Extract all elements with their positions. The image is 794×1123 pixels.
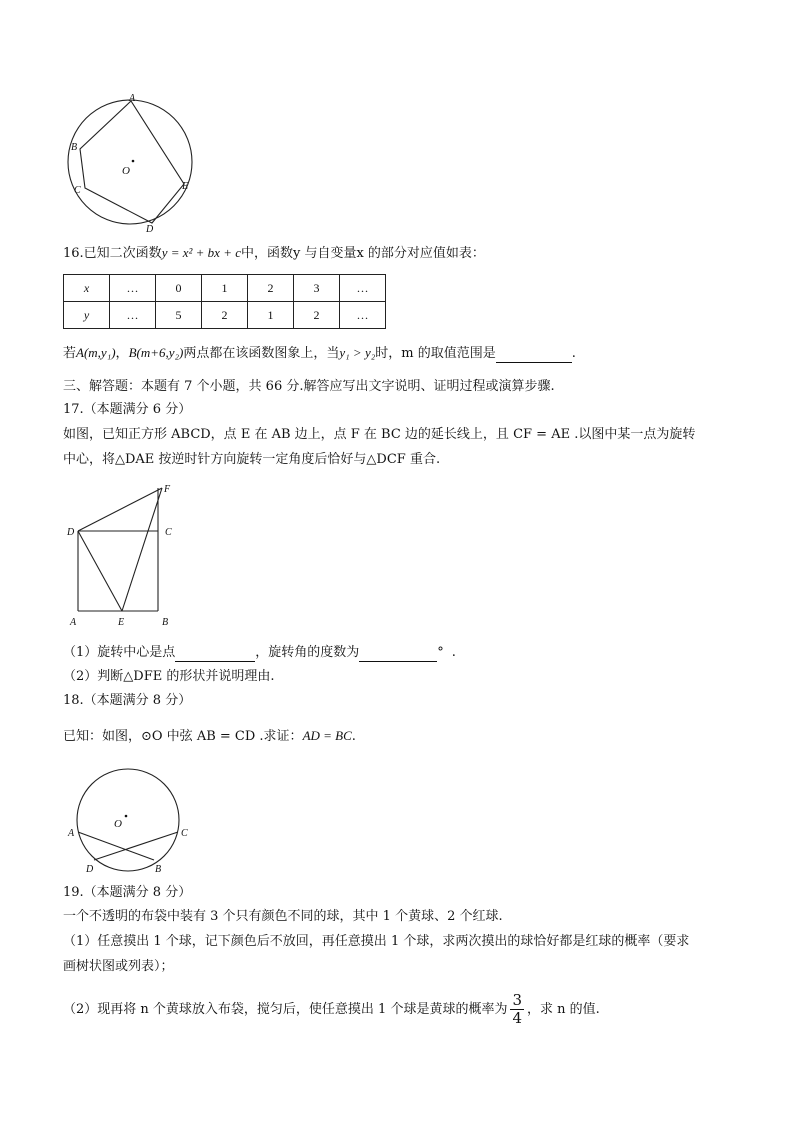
table-cell: … — [110, 275, 156, 302]
fraction-denominator: 4 — [512, 1009, 522, 1027]
q16-if: 若 — [63, 346, 77, 361]
label-A: A — [129, 93, 136, 104]
q17-degree: ° — [437, 645, 444, 660]
label-O: O — [114, 818, 122, 830]
q16-cond-end: 时，m 的取值范围是 — [375, 346, 496, 361]
q16-condition — [63, 344, 576, 363]
label-D: D — [86, 864, 94, 874]
q17-header: 17.（本题满分 6 分） — [63, 402, 192, 417]
q19-sub1-line1: （1）任意摸出 1 个球，记下颜色后不放回，再任意摸出 1 个球，求两次摸出的球恰好都是红球的概率（要求 — [63, 934, 690, 949]
q17-text-line1: 如图，已知正方形 ABCD，点 E 在 AB 边上，点 F 在 BC 边的延长线上，且 CF = AE .以图中某一点为旋转 — [63, 427, 696, 442]
q18-proof-end: . — [351, 729, 356, 744]
q18-header: 18.（本题满分 8 分） — [63, 693, 192, 708]
q17-rotation-angle-blank[interactable] — [359, 647, 437, 662]
q17-rotation-center-blank[interactable] — [175, 647, 255, 662]
section3-heading: 三、解答题：本题有 7 个小题，共 66 分.解答应写出文字说明、证明过程或演算步骤. — [63, 379, 555, 394]
table-cell: y — [64, 302, 110, 329]
q19-sub2-a: （2）现再将 n 个黄球放入布袋，搅匀后，使任意摸出 1 个球是黄球的概率为 — [63, 1002, 508, 1017]
table-cell: 5 — [156, 302, 202, 329]
q16-answer-blank[interactable] — [496, 348, 572, 363]
q16-period: . — [571, 346, 576, 361]
table-row — [64, 302, 386, 329]
q17-sub2: （2）判断△DFE 的形状并说明理由. — [63, 669, 275, 684]
figure-circle-chords — [64, 766, 194, 874]
q17-text-line2: 中心，将△DAE 按逆时针方向旋转一定角度后恰好与△DCF 重合. — [63, 452, 441, 467]
circle-o — [68, 100, 192, 224]
q16-stem-suffix: 中，函数y 与自变量x 的部分对应值如表： — [240, 246, 485, 261]
q17-sub1-b: ，旋转角的度数为 — [255, 645, 360, 660]
q16-value-table — [63, 274, 386, 329]
q16-inequality: y₁ > y₂ — [339, 345, 376, 360]
q16-stem — [63, 244, 485, 263]
q16-cond-mid: 两点都在该函数图象上，当 — [183, 346, 340, 361]
label-B: B — [155, 864, 162, 874]
table-cell: 2 — [248, 275, 294, 302]
table-cell: 3 — [294, 275, 340, 302]
figure-circle-pentagon — [60, 92, 210, 234]
q18-text — [63, 727, 356, 746]
table-cell: … — [340, 275, 386, 302]
table-row — [64, 275, 386, 302]
table-cell: 1 — [248, 302, 294, 329]
q16-point-b: B(m+6,y₂) — [128, 345, 184, 360]
table-cell: 1 — [202, 275, 248, 302]
label-C: C — [74, 185, 81, 196]
q18-proof-goal: AD = BC — [302, 728, 352, 743]
label-A: A — [68, 828, 75, 839]
q19-fraction — [510, 992, 524, 1027]
table-cell: … — [110, 302, 156, 329]
q19-sub2-b: ，求 n 的值. — [527, 1002, 600, 1017]
label-F: F — [164, 484, 171, 495]
table-cell: 2 — [294, 302, 340, 329]
table-cell: x — [64, 275, 110, 302]
label-A: A — [70, 617, 77, 628]
table-cell: 0 — [156, 275, 202, 302]
q17-sub1-end: . — [451, 645, 456, 660]
label-C: C — [181, 828, 188, 839]
q17-sub1 — [63, 644, 456, 662]
figure-square-abcd — [62, 480, 192, 630]
center-dot — [132, 160, 135, 163]
table-cell: 2 — [202, 302, 248, 329]
q18-statement: 已知：如图，⊙O 中弦 AB = CD .求证： — [63, 729, 303, 744]
label-B: B — [71, 142, 78, 153]
q16-stem-prefix: 16.已知二次函数 — [63, 246, 162, 261]
q16-sep: ， — [115, 346, 129, 361]
fraction-numerator: 3 — [512, 991, 522, 1009]
pentagon-abcde — [80, 101, 184, 223]
q19-intro: 一个不透明的布袋中装有 3 个只有颜色不同的球，其中 1 个黄球、2 个红球. — [63, 909, 503, 924]
q16-point-a: A(m,y₁) — [76, 345, 116, 360]
label-B: B — [162, 617, 169, 628]
q19-sub1-line2: 画树状图或列表）； — [63, 959, 174, 974]
label-D: D — [67, 527, 75, 538]
label-D: D — [146, 224, 154, 234]
label-C: C — [165, 527, 172, 538]
q19-sub2 — [63, 992, 600, 1027]
label-E: E — [118, 617, 125, 628]
q16-formula: y = x² + bx + c — [161, 245, 241, 260]
label-E: E — [182, 181, 189, 192]
q17-sub1-a: （1）旋转中心是点 — [63, 645, 176, 660]
table-cell: … — [340, 302, 386, 329]
q19-header: 19.（本题满分 8 分） — [63, 885, 192, 900]
label-O: O — [122, 165, 130, 177]
